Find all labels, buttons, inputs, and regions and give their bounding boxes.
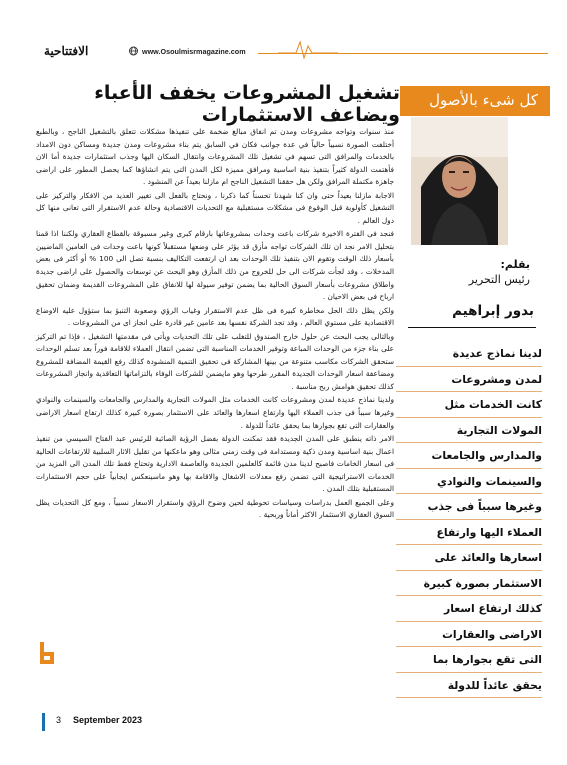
website-url[interactable]: www.Osoulmisrmagazine.com xyxy=(142,47,246,56)
pull-quote-line: والمدارس والجامعات xyxy=(396,443,542,469)
orange-mark-icon xyxy=(38,642,56,664)
article-title: تشغيل المشروعات يخفف الأعباء ويضاعف الاستثمارات xyxy=(94,82,400,126)
author-name: بدور إبراهيم xyxy=(452,303,534,319)
pull-quote-line: الاراضى والعقارات xyxy=(396,622,542,648)
section-label: الافتتاحية xyxy=(44,44,89,58)
footer-accent-bar xyxy=(42,713,45,731)
author-photo xyxy=(411,117,508,245)
byline-label: بقلم: xyxy=(500,258,530,271)
column-banner xyxy=(400,86,550,116)
pull-quote-line: اسعارها والعائد على xyxy=(396,545,542,571)
pull-quote-line: والسينمات والنوادي xyxy=(396,469,542,495)
article-paragraph: الاجابة مازلنا بعيداً حتى وان كنا شهدنا تحسناً كما ذكرنا ، ونحتاج بالفعل الى تغيير العديد من الافكار والتركيز على التشغيل كأولوية قبل الوقوع فى مشكلات مستقبلية مع التحديات الاقتصادية وحالة عدم الاستقرار التى تعانى منها كل دول العالم . xyxy=(36,190,394,225)
pull-quote-line: وغيرها سبباً فى جذب xyxy=(396,494,542,520)
pull-quote-line: العملاء اليها وارتفاع xyxy=(396,520,542,546)
page-header xyxy=(0,0,567,66)
pull-quote-line: التى تقع بجوارها بما xyxy=(396,647,542,673)
column-name: كل شىء بالأصول xyxy=(429,91,538,109)
article-paragraph: وعلى الجميع العمل بدراسات وسياسات تحوطية لحين وضوح الرؤي واستقرار الاسعار نسبياً ، ومع كل التحديات يظل السوق العقاري الاستثمار الاكثر أماناً وربحية . xyxy=(36,497,394,520)
pull-quote-line: يحقق عائداً للدولة xyxy=(396,673,542,699)
author-underline xyxy=(408,327,536,328)
heartbeat-line-decoration xyxy=(278,36,338,60)
pull-quote-line: كذلك ارتفاع اسعار xyxy=(396,596,542,622)
article-paragraph: فنجد فى الفترة الاخيرة شركات باعت وحدات بمشروعاتها بارقام كبرى وغير مسبوقة بالقطاع العقاري ولكننا اذا قمنا بتحليل الامر نجد ان تلك الشركات تواجه مأزق قد يؤثر على وضعها مستقبلاً كونها باعت وحدات فى العامين الماضيين بأسعار ذلك الوقت وتقوم الان بتنفيذ تلك الوحدات بعد ان ارتفعت التكاليف بنسبة تصل الى 100 % أو أكثر فى بعض المدخلات ، وقد لجأت شركات الى حل للخروج من ذلك المأزق وهو البحث عن توسعات والحصول على اراضى جديدة واطلاق مشروعات بأسعار السوق الحالية بما يضمن توفير سيولة لها للانفاق على المشروعات القديمة وضمان تحقيق ارباح فى بعض الاحيان . xyxy=(36,229,394,302)
pull-quote-line: الاستثمار بصورة كبيرة xyxy=(396,571,542,597)
article-paragraph: منذ سنوات وتواجه مشروعات ومدن تم انفاق مبالغ ضخمة على تنفيذها مشكلات تتعلق بالتشغيل الناجح ، وبالطبع أختلفت الصورة نسبياً حالياً في عدة جوانب فكان في السابق يتم بناء مشروعات ومدن جديدة ومساكن دون الامداد بالخدمات والمرافق التى تسهم في تشغيل تلك المشروعات وانتقال السكان اليها وجذب استثمارات جديدة أما الان فأهتمت الدولة كثيراً بتنفيذ بنية اساسية ومرافق مميزة لكل المدن التى يتم انشاؤها كما يحصل المطور على اراضى جاهزة مكتملة المرافق ولكن هل حققنا التشغيل الناجح ام مازلنا بعيداً عن المنشود . xyxy=(36,127,394,187)
author-role: رئيس التحرير xyxy=(468,273,530,286)
pull-quote-line: لدينا نماذج عديدة xyxy=(396,341,542,367)
article-paragraph: وبالتالى يجب البحث عن حلول خارج الصندوق للتغلب على تلك التحديات ويأتى فى مقدمتها التشغيل ، فإذا تم التركيز على بناء جزء من الوحدات المباعة وتوفير الخدمات المناسبة التى تضمن انتقال العملاء للاقامة فوراً بعد تسلم الوحدات ستحقق الشركات مكاسب متنوعة من بينها المشاركة فى تحقيق التنمية المنشودة كذلك رفع القيمة المضافة للمشروع ومضاعفة اسعار الوحدات الجديدة المقرر طرحها وهو مايضمن للشركات الوفاء بالتزاماتها التعاقدية وانجاز المشروعات كذلك تحقيق هوامش ربح مناسبة . xyxy=(36,331,394,391)
pull-quote-line: كانت الخدمات مثل xyxy=(396,392,542,418)
pull-quote xyxy=(396,341,542,698)
article-paragraph: ولكن يظل ذلك الحل مخاطرة كبيرة فى ظل عدم الاستقرار وغياب الرؤي وصعوبة التنبؤ بما ستؤول عليه الاوضاع الاقتصادية على مستوي العالم ، وقد تجد الشركة نفسها بعد عامين غير قادرة على انجاز اى من المشروعات . xyxy=(36,305,394,328)
issue-date: September 2023 xyxy=(73,715,143,725)
article-paragraph: الامر ذاته ينطبق على المدن الجديدة فقد تمكنت الدولة بفضل الرؤية الصائبة للرئيس عبد الفتاح السيسي من تنفيذ اعمال بنية اساسية ومدن ذكية ومستدامة فى وقت زمنى مثالى وهو ماعكنها من تقليل الاثار السلبية للارتفاعات الحالية فى اسعار الخامات فاصبح لدينا مدن قائمة كالعلمين الجديدة والعاصمة الادارية وتحتاج فقط تلك المدن الى المزيد من الخدمات الاستراتيجية التى تضمن رفع معدلات الاشغال والاقامة بها وهو ماسينعكس ايجابياً على حجم الاستثمارات المستقبلية بتلك المدن . xyxy=(36,434,394,494)
pull-quote-line: المولات التجارية xyxy=(396,418,542,444)
article-paragraph: ولدينا نماذج عديدة لمدن ومشروعات كانت الخدمات مثل المولات التجارية والمدارس والجامعات والسينمات والنوادي وغيرها سبباً فى جذب العملاء اليها وارتفاع اسعارها والعائد على الاستثمار بصورة كبيرة كذلك ارتفاع اسعار الاراضى والعقارات التى تقع بجوارها بما يحقق عائداً للدولة . xyxy=(36,395,394,430)
pull-quote-line: لمدن ومشروعات xyxy=(396,367,542,393)
page-number: 3 xyxy=(56,715,62,725)
header-rule xyxy=(258,53,548,54)
article-body xyxy=(36,126,394,523)
globe-icon xyxy=(128,46,139,56)
byline xyxy=(410,258,530,286)
